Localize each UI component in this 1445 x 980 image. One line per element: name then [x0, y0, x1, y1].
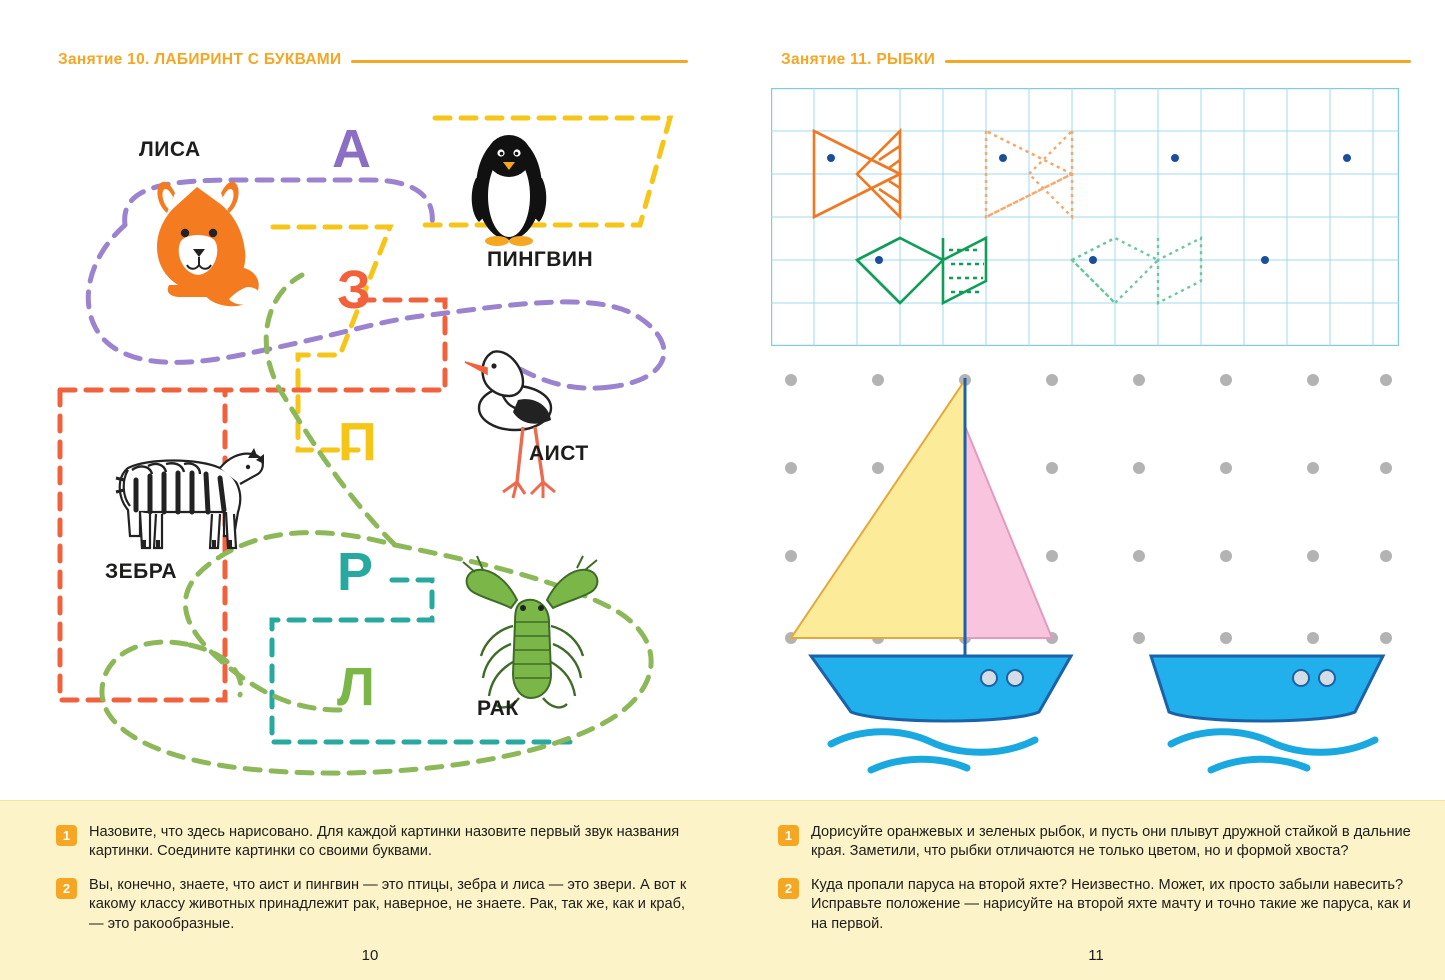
fish-grid-exercise	[771, 88, 1399, 346]
left-header-title: Занятие 10. ЛАБИРИНТ С БУКВАМИ	[58, 51, 342, 68]
label-penguin: ПИНГВИН	[487, 248, 594, 271]
header-rule	[945, 60, 1411, 63]
right-instructions	[778, 823, 1418, 948]
task-number: 1	[56, 825, 77, 846]
label-stork: АИСТ	[529, 442, 589, 465]
letter-p: П	[338, 412, 377, 472]
label-crayfish: РАК	[477, 697, 519, 720]
page-number-left: 10	[361, 947, 379, 964]
task-text: Вы, конечно, знаете, что аист и пингвин — это птицы, зебра и лиса — это звери. А вот к какому классу животных принадлежит рак, наверное, не знаете. Рак, так же, как и краб, — это ракообразные.	[89, 876, 687, 932]
letter-r: Р	[337, 542, 374, 602]
instructions-band	[0, 800, 1445, 980]
page-number-right: 11	[1088, 947, 1104, 964]
task-item	[56, 823, 696, 862]
task-number: 1	[778, 825, 799, 846]
letter-z: З	[337, 260, 371, 320]
right-page-header	[781, 48, 1411, 72]
zebra-illustration	[88, 440, 268, 555]
fox-illustration	[135, 175, 265, 310]
boat-dot-grid-exercise	[771, 366, 1399, 786]
task-number: 2	[56, 878, 77, 899]
letter-l: Л	[337, 657, 375, 717]
label-zebra: ЗЕБРА	[105, 560, 178, 583]
penguin-illustration	[463, 126, 555, 251]
crayfish-illustration	[455, 552, 615, 712]
task-item	[778, 823, 1418, 862]
task-item	[778, 876, 1418, 934]
letter-a: А	[332, 119, 371, 179]
task-number: 2	[778, 878, 799, 899]
label-fox: ЛИСА	[139, 138, 201, 161]
left-instructions	[56, 823, 696, 948]
left-page-header	[58, 48, 688, 72]
right-header-title: Занятие 11. РЫБКИ	[781, 51, 936, 68]
task-text: Куда пропали паруса на второй яхте? Неизвестно. Может, их просто забыли навесить? Исправьте положение — нарисуйте на второй яхте мачту и точно такие же паруса, как и на первой.	[811, 876, 1411, 932]
task-item	[56, 876, 696, 934]
task-text: Назовите, что здесь нарисовано. Для каждой картинки назовите первый звук названия картинки. Соедините картинки со своими буквами.	[89, 824, 680, 860]
stork-illustration	[463, 342, 573, 512]
header-rule	[351, 60, 688, 63]
task-text: Дорисуйте оранжевых и зеленых рыбок, и пусть они плывут дружной стайкой в дальние края. Заметили, что рыбки отличаются не только цветом, но и формой хвоста?	[811, 824, 1411, 860]
